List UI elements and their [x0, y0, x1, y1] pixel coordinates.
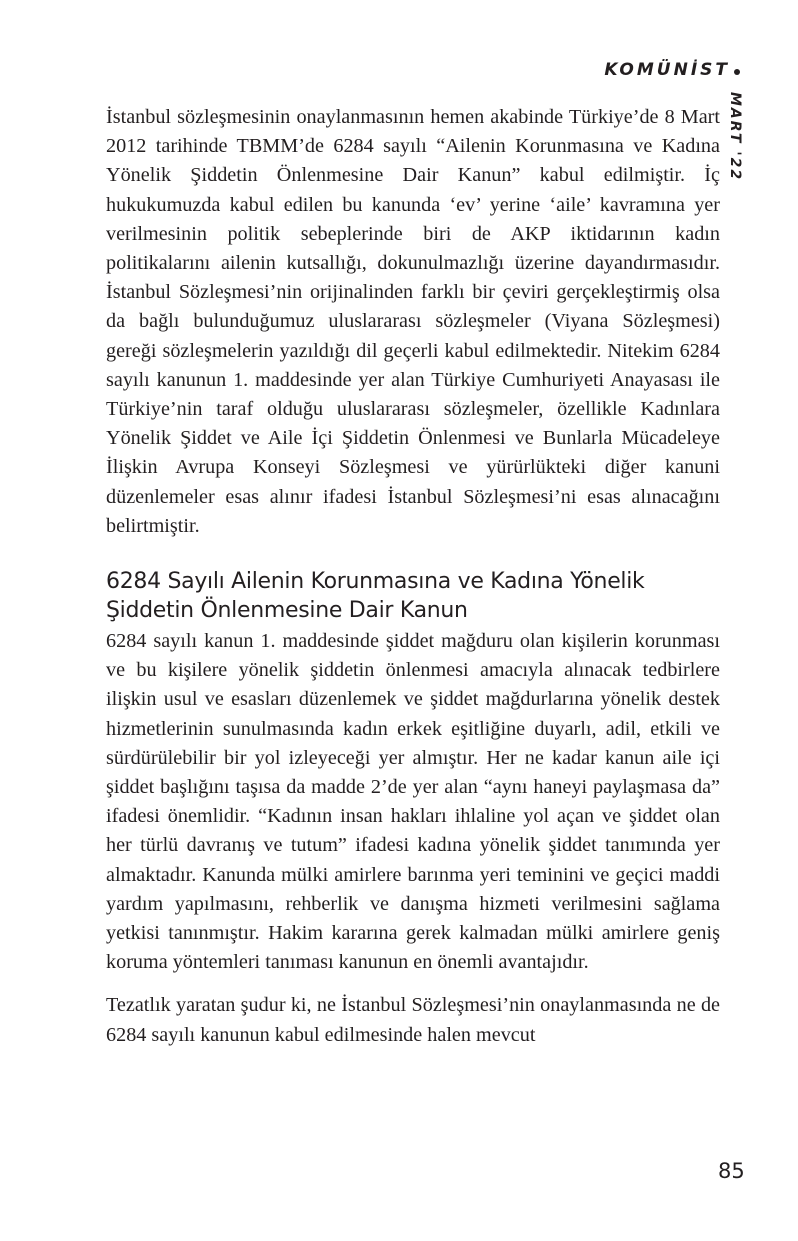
page-number: 85 — [718, 1159, 745, 1183]
paragraph-istanbul-convention: İstanbul sözleşmesinin onaylanmasının hemen akabinde Türkiye’de 8 Mart 2012 tarihinde TBMM’de 6284 sayılı “Ailenin Korunmasına ve Kadına Yönelik Şiddetin Önlenmesine Dair Kanun” kabul edilmiştir. İç hukukumuzda kabul edilen bu kanunda ‘ev’ yerine ‘aile’ kavramına yer verilmesinin politik sebeplerinde biri de AKP iktidarının kadın politikalarını ailenin kutsallığı, dokunulmazlığı üzerine dayandırmasıdır. İstanbul Sözleşmesi’nin orijinalinden farklı bir çeviri gerçekleştirmiş olsa da bağlı bulunduğumuz uluslararası sözleşmeler (Viyana Sözleşmesi) gereği sözleşmelerin yazıldığı dil geçerli kabul edilmektedir. Nitekim 6284 sayılı kanunun 1. maddesinde yer alan Türkiye Cumhuriyeti Anayasası ile Türkiye’nin taraf olduğu uluslararası sözleşmeler, özellikle Kadınlara Yönelik Şiddet ve Aile İçi Şiddetin Önlenmesi ve Bunlarla Mücadeleye İlişkin Avrupa Konseyi Sözleşmesi ve yürürlükteki diğer kanuni düzenlemeler esas alınır ifadesi İstanbul Sözleşmesi’ni esas alınacağını belirtmiştir. — [106, 106, 720, 537]
bullet-separator-icon — [734, 69, 740, 75]
paragraph-contradiction: Tezatlık yaratan şudur ki, ne İstanbul Sözleşmesi’nin onaylanmasında ne de 6284 sayılı kanunun kabul edilmesinde halen mevcut — [106, 994, 720, 1046]
running-head-issue-date: MART '22 — [727, 92, 743, 182]
article-body — [106, 103, 720, 1050]
section-heading: 6284 Sayılı Ailenin Korunmasına ve Kadına Yönelik Şiddetin Önlenmesine Dair Kanun — [106, 569, 645, 624]
paragraph-law-6284: 6284 sayılı kanun 1. maddesinde şiddet mağduru olan kişilerin korunması ve bu kişilere yönelik şiddetin önlenmesi amacıyla alınacak tedbirlere ilişkin usul ve esasları düzenlemek ve şiddet mağdurlarına yönelik destek hizmetlerinin sunulmasında kadın erkek eşitliğine duyarlı, adil, etkili ve sürdürülebilir bir yol izleyeceği yer almıştır. Her ne kadar kanun aile içi şiddet başlığını taşısa da madde 2’de yer alan “aynı haneyi paylaşmasa da” ifadesi önemlidir. “Kadının insan hakları ihlaline yol açan ve şiddet olan her türlü davranış ve tutum” ifadesi kadına yönelik şiddet tanımında yer almaktadır. Kanunda mülki amirlere barınma yeri teminini ve geçici maddi yardım yapılmasını, rehberlik ve danışma hizmeti verilmesini sağlama yetkisi tanınmıştır. Hakim kararına gerek kalmadan mülki amirlere geniş koruma yöntemleri tanıması kanunun en önemli avantajıdır. — [106, 630, 720, 974]
running-head-publication: KOMÜNİST — [604, 60, 730, 80]
